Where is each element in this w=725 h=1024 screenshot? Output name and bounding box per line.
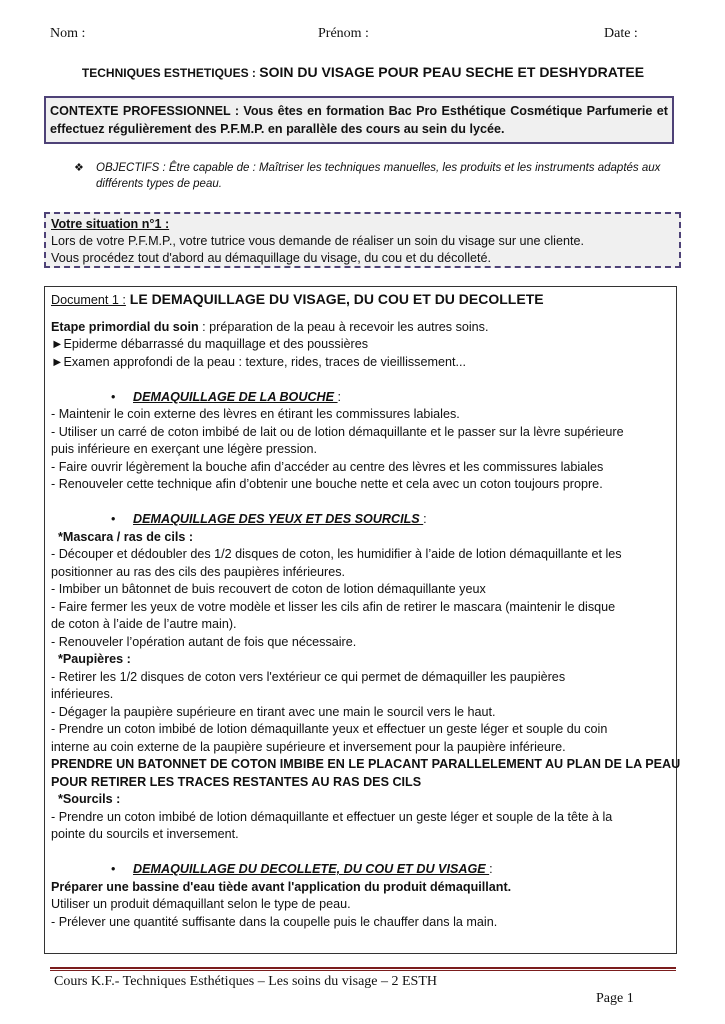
sourcils-subheading: *Sourcils : — [51, 792, 121, 806]
section-decollete-title: DEMAQUILLAGE DU DECOLLETE, DU COU ET DU VISAGE — [133, 862, 490, 876]
title-main: SOIN DU VISAGE POUR PEAU SECHE ET DESHYDRATEE — [259, 64, 645, 80]
section-bouche-heading — [51, 389, 670, 407]
etape-rest: : préparation de la peau à recevoir les autres soins. — [198, 319, 489, 334]
caps-instruction-2: POUR RETIRER LES TRACES RESTANTES AU RAS DES CILS — [51, 774, 422, 789]
mascara-subheading: *Mascara / ras de cils : — [51, 529, 194, 544]
bouche-line: - Maintenir le coin externe des lèvres en étirant les commissures labiales. — [51, 407, 460, 421]
paupieres-line: interne au coin externe de la paupière supérieure et inversement pour la paupière inférieure. — [51, 739, 566, 754]
section-yeux-title: DEMAQUILLAGE DES YEUX ET DES SOURCILS — [133, 512, 424, 526]
objectifs-text: OBJECTIFS : Être capable de : Maîtriser les techniques manuelles, les produits et les instruments adaptés aux différents types de peau. — [96, 162, 661, 190]
paupieres-line: inférieures. — [51, 687, 114, 701]
bullet-dot-icon: • — [111, 512, 116, 526]
bullet-dot-icon: • — [111, 389, 116, 404]
decollete-line: Utiliser un produit démaquillant selon le type de peau. — [51, 897, 351, 911]
paupieres-line: - Retirer les 1/2 disques de coton vers l'extérieur ce qui permet de démaquiller les paupières — [51, 669, 566, 684]
decollete-bold-line: Préparer une bassine d'eau tiède avant l'application du produit démaquillant. — [51, 879, 512, 894]
prenom-label: Prénom : — [318, 26, 369, 41]
mascara-line: - Renouveler l’opération autant de fois que nécessaire. — [51, 634, 357, 649]
arrow-line-2: ►Examen approfondi de la peau : texture, rides, traces de vieillissement... — [51, 354, 466, 369]
section-bouche-title: DEMAQUILLAGE DE LA BOUCHE — [133, 389, 338, 404]
mascara-line: - Découper et dédoubler des 1/2 disques de coton, les humidifier à l’aide de lotion démaquillante et les — [51, 547, 622, 561]
mascara-line: - Faire fermer les yeux de votre modèle et lisser les cils afin de retirer le mascara (maintenir le disque — [51, 599, 616, 614]
paupieres-line: - Prendre un coton imbibé de lotion démaquillante yeux et effectuer un geste léger et souple du coin — [51, 722, 608, 736]
header-line — [0, 26, 725, 44]
bouche-line: - Faire ouvrir légèrement la bouche afin d’accéder au centre des lèvres et les commissures labiales — [51, 459, 604, 474]
decollete-line: - Prélever une quantité suffisante dans la coupelle puis le chauffer dans la main. — [51, 914, 498, 929]
bouche-line: - Utiliser un carré de coton imbibé de lait ou de lotion démaquillante et le passer sur la lèvre supérieure — [51, 424, 624, 439]
document-label: Document 1 : — [51, 293, 126, 307]
contexte-text: CONTEXTE PROFESSIONNEL : Vous êtes en formation Bac Pro Esthétique Cosmétique Parfumerie et effectuez régulièrement des P.F.M.P. en parallèle des cours au sein du lycée. — [50, 104, 668, 136]
section-yeux-heading — [51, 511, 670, 529]
sourcils-line: - Prendre un coton imbibé de lotion démaquillante et effectuer un geste léger et souple de la tête à la — [51, 809, 613, 824]
paupieres-subheading: *Paupières : — [51, 652, 131, 666]
footer-page-number: Page 1 — [596, 991, 634, 1006]
caps-instruction-1: PRENDRE UN BATONNET DE COTON IMBIBE EN LE PLACANT PARALLELEMENT AU PLAN DE LA PEAU — [51, 757, 681, 771]
sourcils-line: pointe du sourcils et inversement. — [51, 827, 239, 841]
situation-line-1: Lors de votre P.F.M.P., votre tutrice vous demande de réaliser un soin du visage sur une cliente. — [51, 234, 584, 248]
footer-course: Cours K.F.- Techniques Esthétiques – Les soins du visage – 2 ESTH — [54, 974, 437, 989]
title-prefix: TECHNIQUES ESTHETIQUES : — [81, 66, 260, 80]
diamond-bullet-icon: ❖ — [74, 162, 84, 174]
arrow-line-1: ►Epiderme débarrassé du maquillage et des poussières — [51, 337, 368, 351]
mascara-line: - Imbiber un bâtonnet de buis recouvert de coton de lotion démaquillante yeux — [51, 582, 486, 596]
footer-rule — [50, 967, 676, 971]
nom-label: Nom : — [50, 26, 86, 41]
objectifs-block — [74, 160, 674, 192]
bouche-line: - Renouveler cette technique afin d’obtenir une bouche nette et cela avec un coton toujours propre. — [51, 477, 603, 491]
document-title: LE DEMAQUILLAGE DU VISAGE, DU COU ET DU DECOLLETE — [125, 291, 544, 307]
section-colon: : — [337, 389, 342, 404]
situation-line-2: Vous procédez tout d'abord au démaquillage du visage, du cou et du décolleté. — [51, 251, 491, 265]
document-heading — [51, 291, 670, 310]
mascara-line: positionner au ras des cils des paupières inférieures. — [51, 564, 346, 579]
bouche-line: puis inférieure en exerçant une légère pression. — [51, 442, 318, 456]
etape-line — [51, 319, 670, 337]
bullet-dot-icon: • — [111, 862, 116, 876]
situation-box — [44, 212, 681, 268]
section-colon: : — [489, 862, 493, 876]
date-label: Date : — [604, 26, 638, 41]
contexte-box — [44, 96, 674, 144]
section-colon: : — [423, 512, 427, 526]
document-box — [44, 286, 681, 954]
page-title — [48, 63, 678, 82]
section-decollete-heading — [51, 861, 670, 879]
situation-heading: Votre situation n°1 : — [51, 217, 170, 231]
mascara-line: de coton à l’aide de l’autre main). — [51, 617, 237, 631]
etape-bold: Etape primordial du soin — [51, 319, 199, 334]
paupieres-line: - Dégager la paupière supérieure en tirant avec une main le sourcil vers le haut. — [51, 704, 496, 719]
